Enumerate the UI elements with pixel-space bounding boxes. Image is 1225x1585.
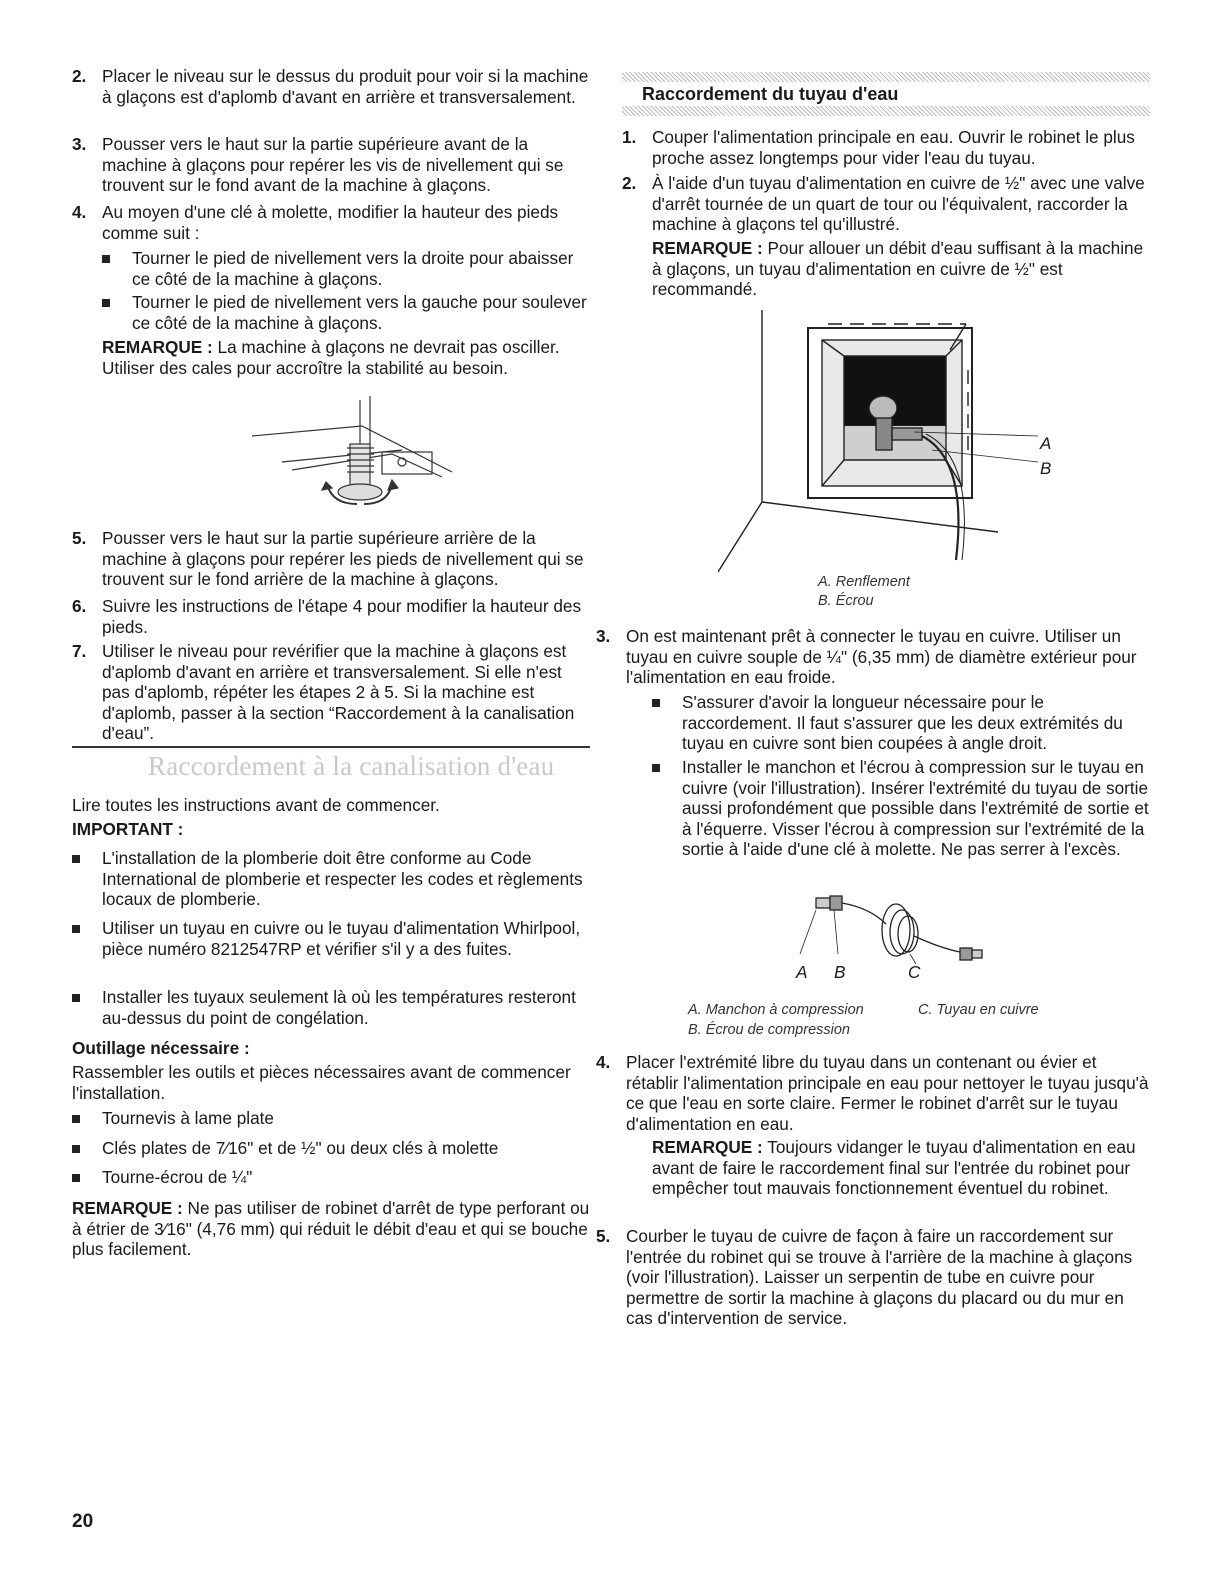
- copper-tube-illustration: [790, 888, 990, 978]
- step-5-right: 5. Courber le tuyau de cuivre de façon à faire un raccordement sur l'entrée du robinet qui se trouve à l'arrière de la machine à glaçons (voir l'illustration). Laisser un serpentin de tube en cuivre pour permettre de sortir la machine à glaçons du placard ou du mur en cas d'intervention de service.: [596, 1226, 1133, 1329]
- tool-item: Tournevis à lame plate: [72, 1108, 590, 1129]
- step-5: 5. Pousser vers le haut sur la partie supérieure arrière de la machine à glaçons pour repérer les pieds de nivellement qui se trouvent sur le fond arrière de la machine à glaçons.: [72, 528, 584, 590]
- tools-label: Outillage nécessaire :: [72, 1038, 250, 1058]
- bullet-marker: [72, 855, 80, 863]
- tool-item: Tourne-écrou de ¼": [72, 1167, 590, 1188]
- fig1-label-a: A: [1040, 434, 1052, 453]
- tool-item: Clés plates de 7⁄16" et de ½" ou deux clés à molette: [72, 1138, 590, 1159]
- title-rule-top: [622, 72, 1150, 82]
- bullet-marker: [652, 764, 660, 772]
- fig2-caption-a: A. Manchon à compression: [688, 1002, 864, 1018]
- bullet-marker: [102, 255, 110, 263]
- bullet-code: L'installation de la plomberie doit être conforme au Code International de plomberie et respecter les codes et règlements locaux de plomberie.: [72, 848, 590, 910]
- note-stability: REMARQUE : La machine à glaçons ne devrait pas osciller. Utiliser des cales pour accroître la stabilité au besoin.: [102, 337, 560, 378]
- step-1: 1. Couper l'alimentation principale en eau. Ouvrir le robinet le plus proche assez longtemps pour vider l'eau du tuyau.: [622, 127, 1135, 168]
- title-rule-bottom: [622, 106, 1150, 116]
- bullet-compression: Installer le manchon et l'écrou à compression sur le tuyau en cuivre (voir l'illustration). Insérer l'extrémité du tuyau de sortie aussi profondément que possible dans l'extrémité de sortie et à l'équerre. Visser l'écrou à compression sur l'extrémité de la sortie à l'aide d'une clé à molette. Ne pas serrer à l'excès.: [652, 757, 1152, 860]
- leveling-foot-illustration: [252, 392, 492, 517]
- fig1-label-b: B: [1040, 459, 1052, 478]
- tools-intro: Rassembler les outils et pièces nécessaires avant de commencer l'installation.: [72, 1062, 571, 1103]
- section-divider: [72, 746, 590, 748]
- bullet-marker: [72, 1115, 80, 1123]
- page-number: 20: [72, 1511, 94, 1532]
- step-7: 7. Utiliser le niveau pour revérifier que la machine à glaçons est d'aplomb d'avant en arrière et transversalement. Si elle n'est pas d'aplomb, répéter les étapes 2 à 5. Si la machine est d'aplomb, passer à la section “Raccordement à la canalisation d'eau”.: [72, 641, 575, 744]
- bullet-marker: [652, 699, 660, 707]
- bullet-marker: [72, 1145, 80, 1153]
- fig2-label-a: A: [796, 962, 808, 982]
- bullet-lower: Tourner le pied de nivellement vers la droite pour abaisser ce côté de la machine à glaçons.: [102, 248, 590, 289]
- step-3-right: 3. On est maintenant prêt à connecter le tuyau en cuivre. Utiliser un tuyau en cuivre souple de ¼" (6,35 mm) de diamètre extérieur pour l'alimentation en eau froide.: [596, 626, 1137, 688]
- step-3: 3. Pousser vers le haut sur la partie supérieure avant de la machine à glaçons pour repérer les vis de nivellement qui se trouvent sur le fond avant de la machine à glaçons.: [72, 134, 564, 196]
- subsection-title: Raccordement du tuyau d'eau: [642, 84, 899, 104]
- section-title: Raccordement à la canalisation d'eau: [148, 751, 555, 781]
- step-2: 2. Placer le niveau sur le dessus du produit pour voir si la machine à glaçons est d'aplomb d'avant en arrière et transversalement.: [72, 66, 589, 107]
- fig1-caption-b: B. Écrou: [818, 593, 874, 609]
- fig2-caption-c: C. Tuyau en cuivre: [918, 1002, 1039, 1018]
- intro-text: Lire toutes les instructions avant de commencer.: [72, 795, 440, 815]
- step-4: 4. Au moyen d'une clé à molette, modifier la hauteur des pieds comme suit :: [72, 202, 559, 243]
- water-valve-illustration: [718, 310, 1048, 580]
- bullet-tube: Utiliser un tuyau en cuivre ou le tuyau d'alimentation Whirlpool, pièce numéro 8212547RP et vérifier s'il y a des fuites.: [72, 918, 590, 959]
- bullet-marker: [72, 994, 80, 1002]
- step-4-right: 4. Placer l'extrémité libre du tuyau dans un contenant ou évier et rétablir l'alimentation principale en eau pour nettoyer le tuyau jusqu'à ce que l'eau en sorte claire. Fermer le robinet d'arrêt sur le tuyau d'alimentation en eau.: [596, 1052, 1149, 1134]
- note-drain: REMARQUE : Toujours vidanger le tuyau d'alimentation en eau avant de faire le raccordement final sur l'entrée du robinet pour empêcher tout mauvais fonctionnement éventuel du robinet.: [652, 1137, 1136, 1199]
- bullet-length: S'assurer d'avoir la longueur nécessaire pour le raccordement. Il faut s'assurer que les deux extrémités du tuyau en cuivre sont bien coupées à angle droit.: [652, 692, 1152, 754]
- step-6: 6. Suivre les instructions de l'étape 4 pour modifier la hauteur des pieds.: [72, 596, 582, 637]
- fig1-caption-a: A. Renflement: [818, 574, 910, 590]
- fig2-label-b: B: [834, 962, 846, 982]
- note-valve: REMARQUE : Ne pas utiliser de robinet d'arrêt de type perforant ou à étrier de 3⁄16" (4,76 mm) qui réduit le débit d'eau et qui se bouche plus facilement.: [72, 1198, 590, 1260]
- note-flow: REMARQUE : Pour allouer un débit d'eau suffisant à la machine à glaçons, un tuyau d'alimentation en cuivre de ½" est recommandé.: [652, 238, 1144, 300]
- fig2-label-c: C: [908, 962, 921, 982]
- fig2-caption-b: B. Écrou de compression: [688, 1022, 850, 1038]
- bullet-marker: [102, 299, 110, 307]
- bullet-marker: [72, 1174, 80, 1182]
- important-label: IMPORTANT :: [72, 819, 184, 839]
- bullet-raise: Tourner le pied de nivellement vers la gauche pour soulever ce côté de la machine à glaçons.: [102, 292, 590, 333]
- bullet-freeze: Installer les tuyaux seulement là où les températures resteront au-dessus du point de congélation.: [72, 987, 590, 1028]
- bullet-marker: [72, 925, 80, 933]
- step-2-right: 2. À l'aide d'un tuyau d'alimentation en cuivre de ½" avec une valve d'arrêt tournée de un quart de tour ou l'équivalent, raccorder la machine à glaçons tel qu'illustré.: [622, 173, 1145, 235]
